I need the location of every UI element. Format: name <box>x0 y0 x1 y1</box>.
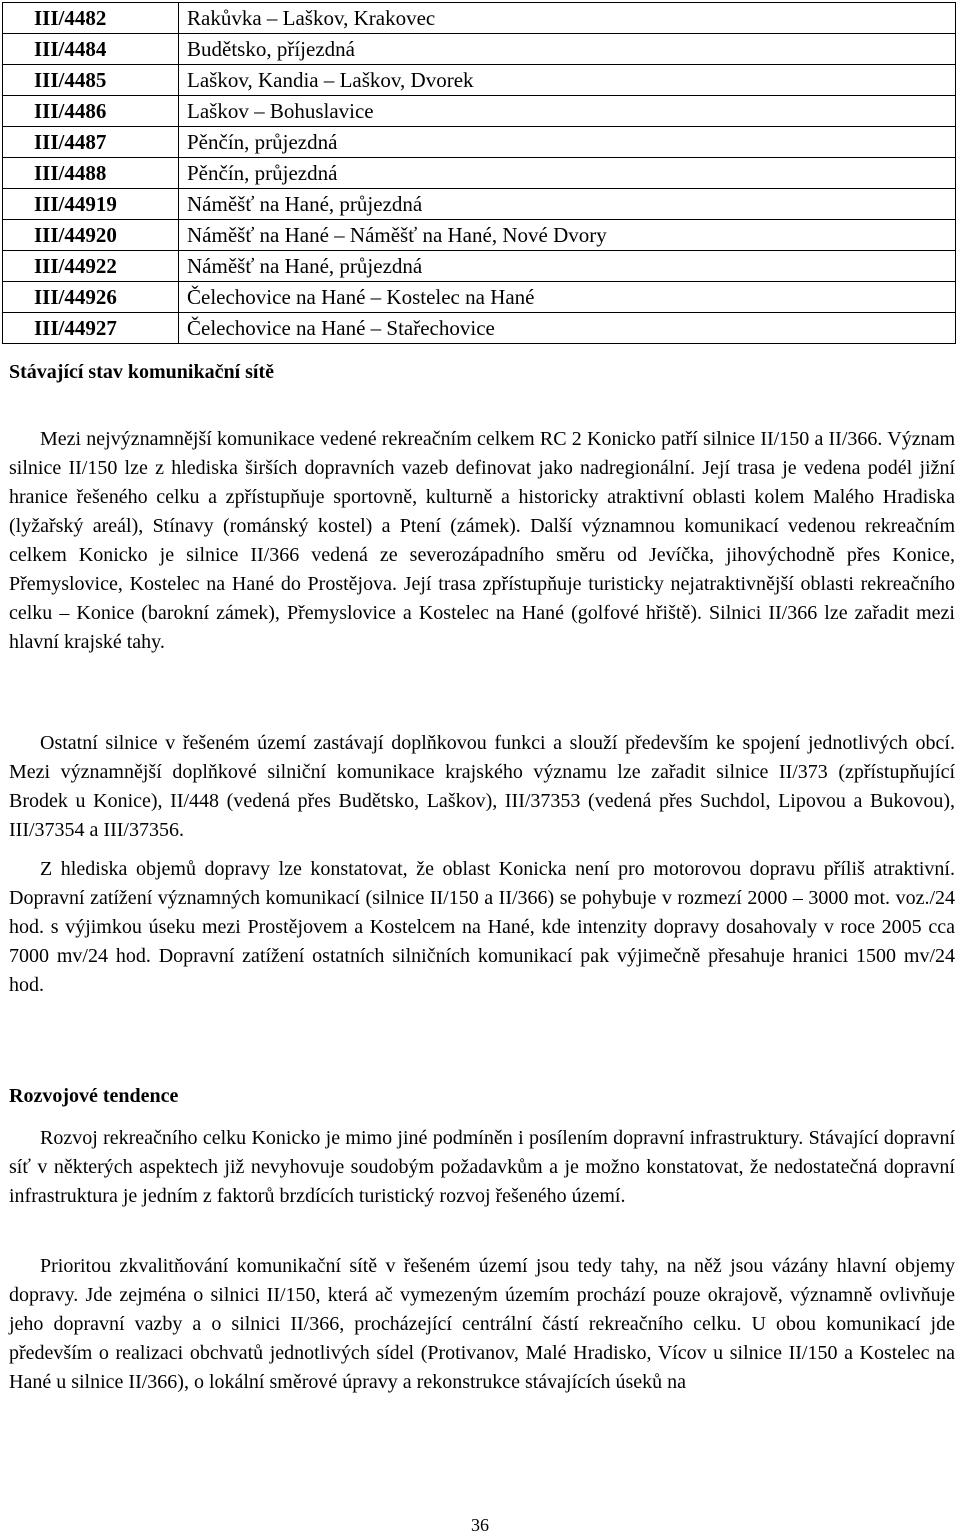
paragraph-main-roads: Mezi nejvýznamnější komunikace vedené rekreačním celkem RC 2 Konicko patří silnice II/150 a II/366. Význam silnice II/150 lze z hlediska širších dopravních vazeb definovat jako nadregionální. Její trasa je vedena podél jižní hranice řešeného celku a zpřístupňuje sportovně, kulturně a historicky atraktivní oblasti kolem Malého Hradiska (lyžařský areál), Stínavy (románský kostel) a Ptení (zámek). Další významnou komunikací vedenou rekreačním celkem Konicko je silnice II/366 vedená ze severozápadního směru od Jevíčka, jihovýchodně přes Konice, Přemyslovice, Kostelec na Hané do Prostějova. Její trasa zpřístupňuje turisticky nejatraktivnější oblasti rekreačního celku – Konice (barokní zámek), Přemyslovice a Kostelec na Hané (golfové hřiště). Silnici II/366 lze zařadit mezi hlavní krajské tahy. <box>9 428 955 653</box>
road-row <box>3 189 956 220</box>
road-description: Budětsko, příjezdná <box>179 34 956 65</box>
road-row <box>3 3 956 34</box>
road-row <box>3 34 956 65</box>
road-description: Čelechovice na Hané – Kostelec na Hané <box>179 282 956 313</box>
road-row <box>3 282 956 313</box>
road-description: Náměšť na Hané – Náměšť na Hané, Nové Dvory <box>179 220 956 251</box>
road-code: III/4488 <box>3 158 179 189</box>
paragraph-development-infrastructure: Rozvoj rekreačního celku Konicko je mimo jiné podmíněn i posílením dopravní infrastruktury. Stávající dopravní síť v některých aspektech již nevyhovuje soudobým požadavkům a je možno konstatovat, že nedostatečná dopravní infrastruktura je jedním z faktorů brzdících turistický rozvoj řešeného území. <box>9 1127 955 1207</box>
road-description: Laškov, Kandia – Laškov, Dvorek <box>179 65 956 96</box>
road-code: III/44927 <box>3 313 179 344</box>
road-description: Náměšť na Hané, průjezdná <box>179 251 956 282</box>
road-description: Rakůvka – Laškov, Krakovec <box>179 3 956 34</box>
road-code: III/44919 <box>3 189 179 220</box>
road-description: Pěnčín, průjezdná <box>179 158 956 189</box>
paragraph-other-roads: Ostatní silnice v řešeném území zastávají doplňkovou funkci a slouží především ke spojení jednotlivých obcí. Mezi významnější doplňkové silniční komunikace krajského významu lze zařadit silnice II/373 (zpřístupňující Brodek u Konice), II/448 (vedená přes Budětsko, Laškov), III/37353 (vedená přes Suchdol, Lipovou a Bukovou), III/37354 a III/37356. <box>9 732 955 841</box>
road-row <box>3 127 956 158</box>
road-row <box>3 220 956 251</box>
road-description: Náměšť na Hané, průjezdná <box>179 189 956 220</box>
road-code: III/4487 <box>3 127 179 158</box>
road-description: Laškov – Bohuslavice <box>179 96 956 127</box>
roads-table <box>2 2 956 344</box>
roads-table-body <box>3 3 956 344</box>
road-row <box>3 158 956 189</box>
section-heading-development: Rozvojové tendence <box>9 1085 179 1107</box>
page-number: 36 <box>471 1515 489 1535</box>
section-heading-current-state: Stávající stav komunikační sítě <box>9 361 275 383</box>
road-description: Pěnčín, průjezdná <box>179 127 956 158</box>
road-code: III/4482 <box>3 3 179 34</box>
road-code: III/4484 <box>3 34 179 65</box>
road-code: III/44920 <box>3 220 179 251</box>
road-row <box>3 96 956 127</box>
paragraph-traffic-volumes: Z hlediska objemů dopravy lze konstatovat, že oblast Konicka není pro motorovou dopravu příliš atraktivní. Dopravní zatížení významných komunikací (silnice II/150 a II/366) se pohybuje v rozmezí 2000 – 3000 mot. voz./24 hod. s výjimkou úseku mezi Prostějovem a Kostelcem na Hané, kde intenzity dopravy dosahovaly v roce 2005 cca 7000 mv/24 hod. Dopravní zatížení ostatních silničních komunikací pak výjimečně přesahuje hranici 1500 mv/24 hod. <box>9 858 955 996</box>
road-row <box>3 65 956 96</box>
road-row <box>3 251 956 282</box>
road-description: Čelechovice na Hané – Stařechovice <box>179 313 956 344</box>
paragraph-development-priorities: Prioritou zkvalitňování komunikační sítě v řešeném území jsou tedy tahy, na něž jsou vázány hlavní objemy dopravy. Jde zejména o silnici II/150, která ač vymezeným územím prochází pouze okrajově, významně ovlivňuje jeho dopravní vazby a o silnici II/366, procházející centrální částí rekreačního celku. U obou komunikací jde především o realizaci obchvatů jednotlivých sídel (Protivanov, Malé Hradisko, Vícov u silnice II/150 a Kostelec na Hané u silnice II/366), o lokální směrové úpravy a rekonstrukce stávajících úseků na <box>9 1255 955 1393</box>
road-code: III/4486 <box>3 96 179 127</box>
road-code: III/44922 <box>3 251 179 282</box>
road-code: III/44926 <box>3 282 179 313</box>
road-row <box>3 313 956 344</box>
road-code: III/4485 <box>3 65 179 96</box>
